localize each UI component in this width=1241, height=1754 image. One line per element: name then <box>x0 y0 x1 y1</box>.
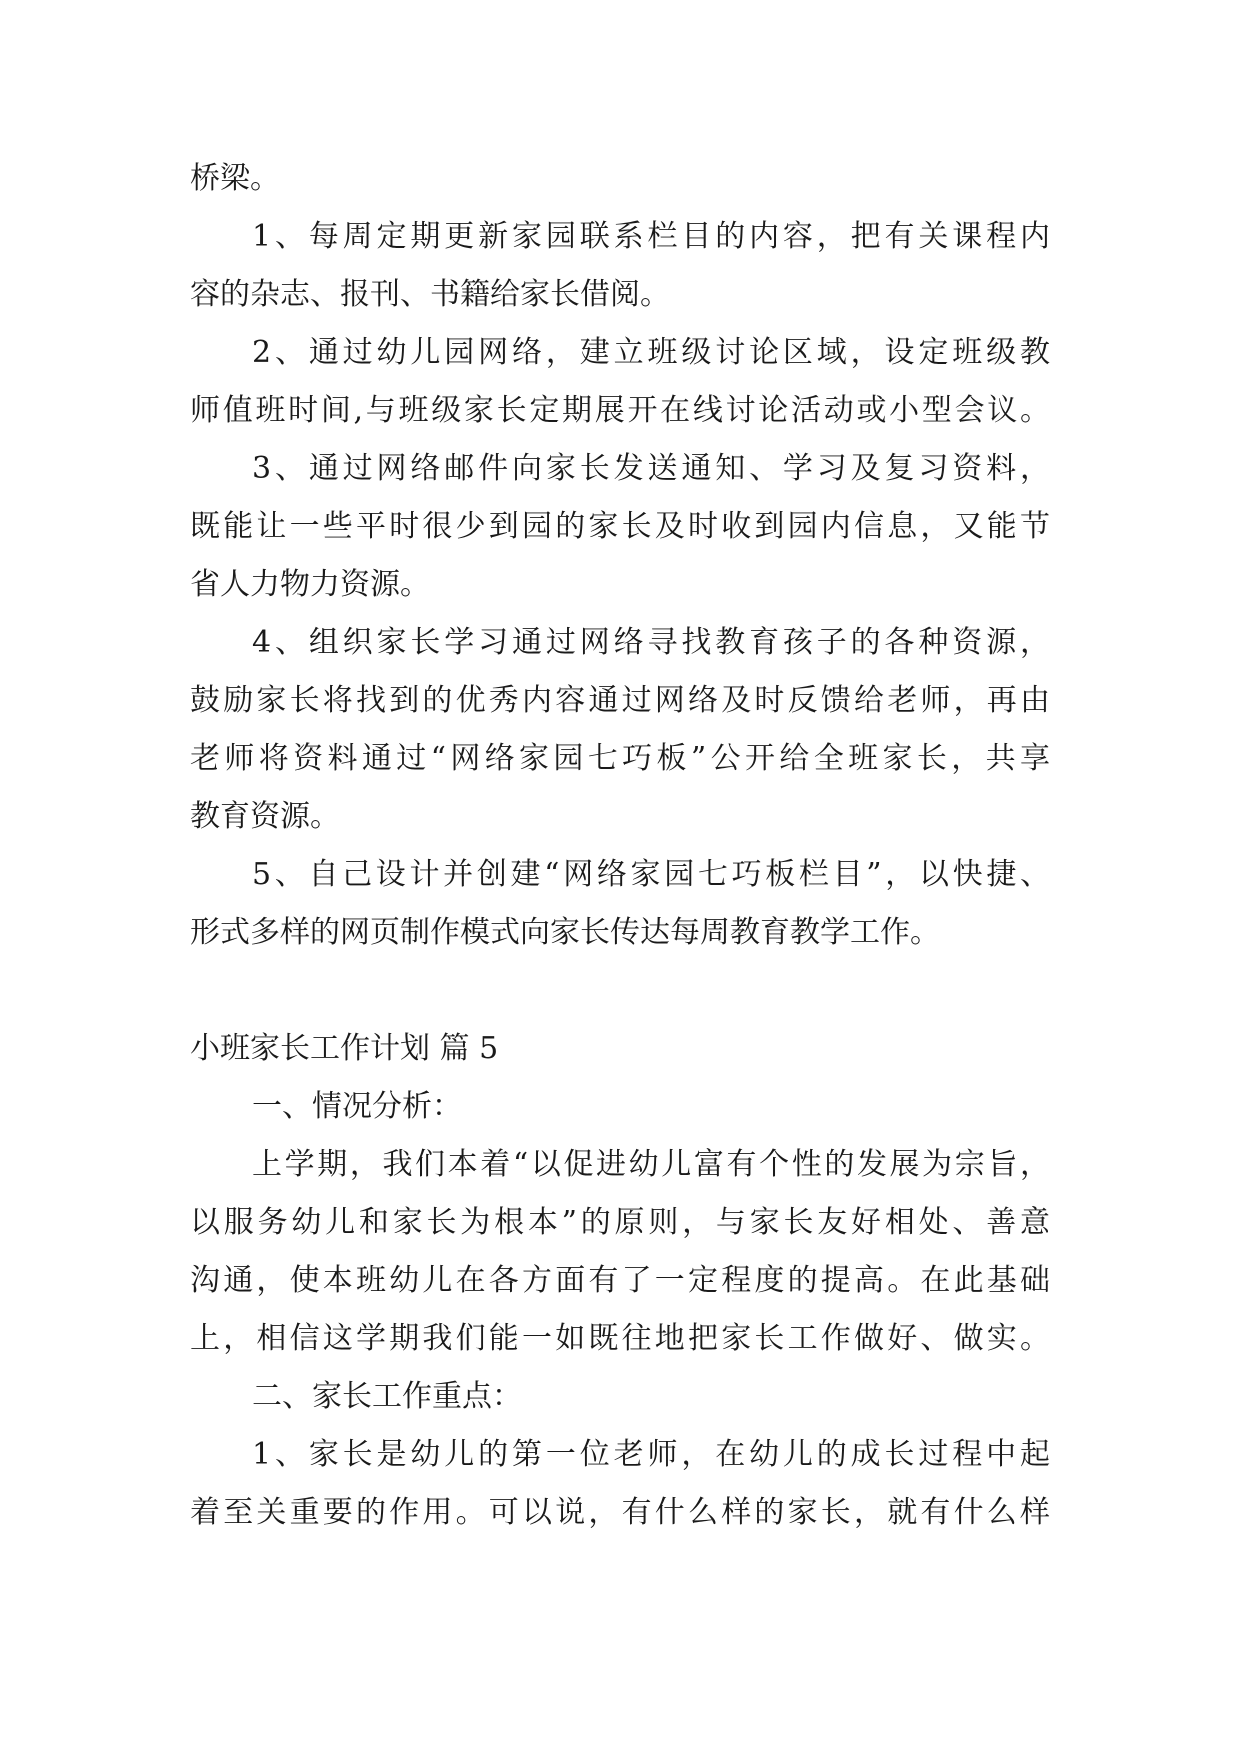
paragraph-line: 着至关重要的作用。可以说，有什么样的家长，就有什么样 <box>190 1495 1050 1530</box>
paragraph-line: 老师将资料通过“网络家园七巧板”公开给全班家长，共享 <box>190 741 1050 776</box>
paragraph-line: 形式多样的网页制作模式向家长传达每周教育教学工作。 <box>190 915 940 950</box>
paragraph-line: 5、自己设计并创建“网络家园七巧板栏目”，以快捷、 <box>252 857 1050 892</box>
paragraph-line: 1、家长是幼儿的第一位老师，在幼儿的成长过程中起 <box>252 1437 1050 1472</box>
paragraph-line: 教育资源。 <box>190 799 340 834</box>
paragraph-line: 二、家长工作重点： <box>252 1379 522 1414</box>
section-title: 小班家长工作计划 篇 5 <box>190 1031 499 1066</box>
paragraph-line: 桥梁。 <box>190 161 280 196</box>
paragraph-line: 师值班时间,与班级家长定期展开在线讨论活动或小型会议。 <box>190 393 1050 428</box>
paragraph-line: 4、组织家长学习通过网络寻找教育孩子的各种资源， <box>252 625 1050 660</box>
paragraph-line: 容的杂志、报刊、书籍给家长借阅。 <box>190 277 670 312</box>
document-body <box>190 150 1050 1542</box>
paragraph-line: 上学期，我们本着“以促进幼儿富有个性的发展为宗旨， <box>252 1147 1050 1182</box>
paragraph-line: 3、通过网络邮件向家长发送通知、学习及复习资料， <box>252 451 1050 486</box>
paragraph-line: 既能让一些平时很少到园的家长及时收到园内信息，又能节 <box>190 509 1050 544</box>
paragraph-line: 鼓励家长将找到的优秀内容通过网络及时反馈给老师，再由 <box>190 683 1050 718</box>
paragraph-line: 以服务幼儿和家长为根本”的原则，与家长友好相处、善意 <box>190 1205 1050 1240</box>
paragraph-line: 上，相信这学期我们能一如既往地把家长工作做好、做实。 <box>190 1321 1050 1356</box>
paragraph-line: 一、情况分析： <box>252 1089 462 1124</box>
section-spacer <box>190 962 1050 1020</box>
paragraph-line: 沟通，使本班幼儿在各方面有了一定程度的提高。在此基础 <box>190 1263 1050 1298</box>
paragraph-line: 2、通过幼儿园网络，建立班级讨论区域，设定班级教 <box>252 335 1050 370</box>
paragraph-line: 省人力物力资源。 <box>190 567 430 602</box>
paragraph-line: 1、每周定期更新家园联系栏目的内容，把有关课程内 <box>252 219 1050 254</box>
